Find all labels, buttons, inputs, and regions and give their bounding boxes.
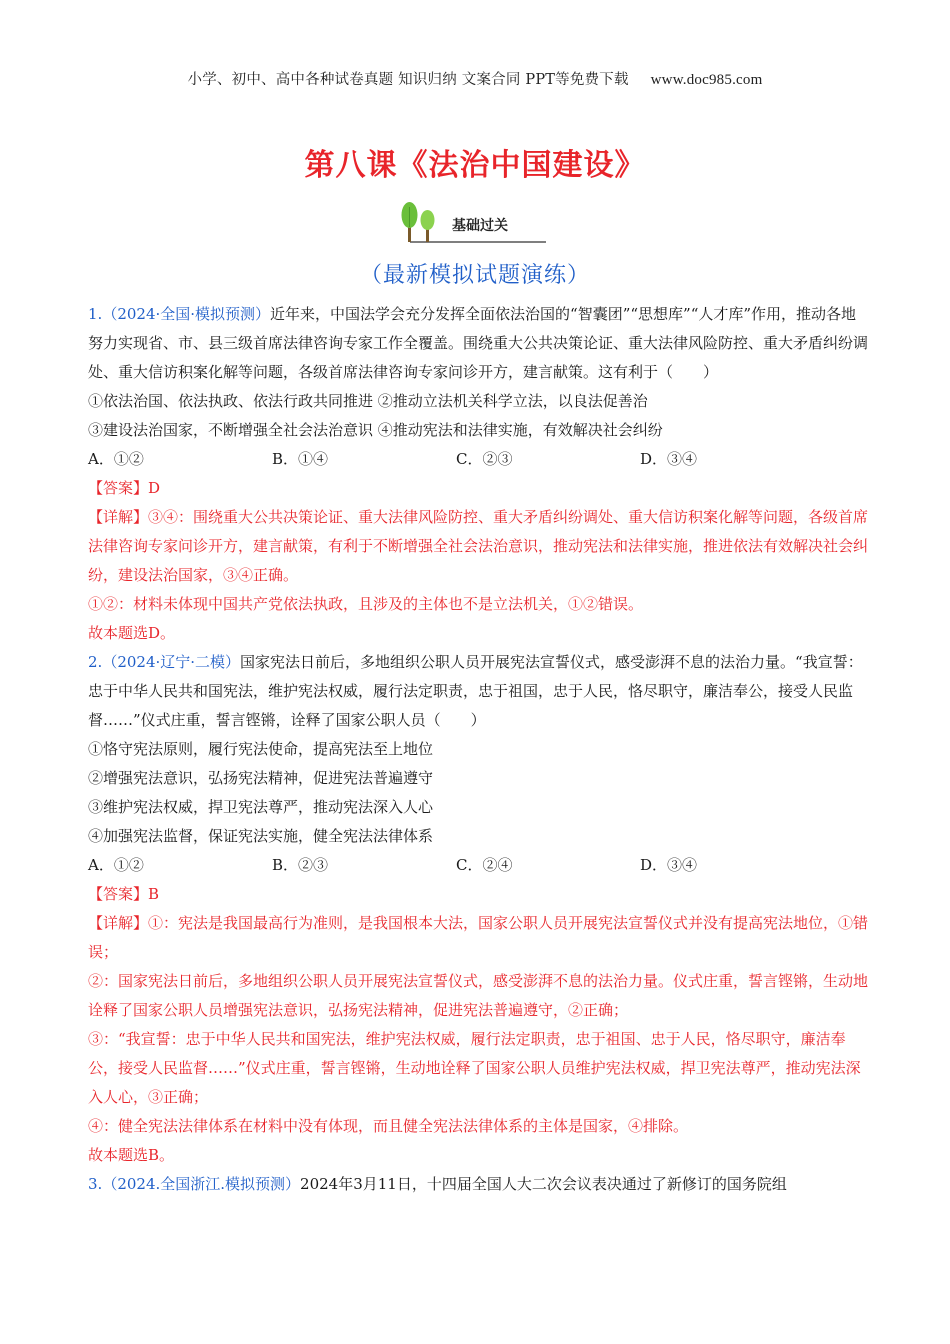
option-c[interactable]: C．②③ <box>456 450 513 468</box>
question-2-source: （2024·辽宁·二模） <box>102 653 241 671</box>
question-2-options <box>88 851 868 880</box>
question-3-number: 3. <box>88 1175 103 1193</box>
question-2-item: ②增强宪法意识，弘扬宪法精神，促进宪法普遍遵守 <box>88 769 434 787</box>
question-2-explanation: 【详解】①：宪法是我国最高行为准则，是我国根本大法，国家公职人员开展宪法宣誓仪式并没有提高宪法地位，①错误； <box>88 914 869 961</box>
question-1-item: ③建设法治国家，不断增强全社会法治意识 ④推动宪法和法律实施，有效解决社会纠纷 <box>88 421 663 439</box>
question-2-explanation: ③：“我宣誓：忠于中华人民共和国宪法，维护宪法权威，履行法定职责，忠于祖国、忠于人民，恪尽职守，廉洁奉公，接受人民监督……”仪式庄重，誓言铿锵，生动地诠释了国家公职人员维护宪法权威，捍卫宪法尊严，推动宪法深入人心，③正确； <box>88 1030 861 1106</box>
question-1-number: 1. <box>88 305 103 323</box>
question-1-explanation: ①②：材料未体现中国共产党依法执政，且涉及的主体也不是立法机关，①②错误。 <box>88 595 644 613</box>
question-2-item: ①恪守宪法原则，履行宪法使命，提高宪法至上地位 <box>88 740 434 758</box>
section-subtitle: （最新模拟试题演练） <box>359 263 590 288</box>
question-2-answer: 【答案】B <box>88 885 160 903</box>
header-url[interactable]: www.doc985.com <box>650 72 763 88</box>
question-3-stem: 3.（2024.全国浙江.模拟预测）2024年3月11日，十四届全国人大二次会议表决通过了新修订的国务院组 <box>88 1175 787 1193</box>
question-1-stem: 1.（2024·全国·模拟预测）近年来，中国法学会充分发挥全面依法治国的“智囊团”“思想库”“人才库”作用，推动各地努力实现省、市、县三级首席法律咨询专家工作全覆盖。围绕重大公共决策论证、重大法律风险防控、重大矛盾纠纷调处、重大信访积案化解等问题，各级首席法律咨询专家问诊开方，建言献策。这有利于（ ） <box>88 305 869 381</box>
option-a[interactable]: A．①② <box>88 856 144 874</box>
question-2-conclusion: 故本题选B。 <box>88 1146 175 1164</box>
question-1-conclusion: 故本题选D。 <box>88 624 176 642</box>
page-title: 第八课《法治中国建设》 <box>304 148 646 183</box>
option-d[interactable]: D．③④ <box>640 856 698 874</box>
option-d[interactable]: D．③④ <box>640 450 698 468</box>
question-2-stem: 2.（2024·辽宁·二模）国家宪法日前后，多地组织公职人员开展宪法宣誓仪式，感受澎湃不息的法治力量。“我宣誓：忠于中华人民共和国宪法，维护宪法权威，履行法定职责，忠于祖国，忠于人民，恪尽职守，廉洁奉公，接受人民监督……”仪式庄重，誓言铿锵，诠释了国家公职人员（ ） <box>88 653 863 729</box>
question-1-source: （2024·全国·模拟预测） <box>102 305 271 323</box>
question-1-explanation: 【详解】③④：围绕重大公共决策论证、重大法律风险防控、重大矛盾纠纷调处、重大信访积案化解等问题，各级首席法律咨询专家问诊开方，建言献策，有利于不断增强全社会法治意识，推动宪法和法律实施，推进依法有效解决社会纠纷，建设法治国家，③④正确。 <box>88 508 869 584</box>
badge-label: 基础过关 <box>452 218 508 234</box>
site-header <box>0 68 950 89</box>
questions <box>88 300 868 1199</box>
question-2-explanation: ④：健全宪法法律体系在材料中没有体现，而且健全宪法法律体系的主体是国家，④排除。 <box>88 1117 689 1135</box>
question-1-item: ①依法治国、依法执政、依法行政共同推进 ②推动立法机关科学立法，以良法促善治 <box>88 392 648 410</box>
question-1-answer: 【答案】D <box>88 479 161 497</box>
option-b[interactable]: B．①④ <box>272 450 329 468</box>
option-a[interactable]: A．①② <box>88 450 144 468</box>
option-b[interactable]: B．②③ <box>272 856 329 874</box>
question-2-explanation: ②：国家宪法日前后，多地组织公职人员开展宪法宣誓仪式，感受澎湃不息的法治力量。仪式庄重，誓言铿锵，生动地诠释了国家公职人员增强宪法意识，弘扬宪法精神，促进宪法普遍遵守，②正确； <box>88 972 869 1019</box>
section-badge <box>400 201 548 245</box>
question-2-item: ④加强宪法监督，保证宪法实施，健全宪法法律体系 <box>88 827 434 845</box>
question-2-number: 2. <box>88 653 103 671</box>
header-text: 小学、初中、高中各种试卷真题 知识归纳 文案合同 PPT等免费下载 <box>187 72 629 88</box>
option-c[interactable]: C．②④ <box>456 856 513 874</box>
question-2-item: ③维护宪法权威，捍卫宪法尊严，推动宪法深入人心 <box>88 798 434 816</box>
question-3-source: （2024.全国浙江.模拟预测） <box>102 1175 301 1193</box>
question-1-options <box>88 445 868 474</box>
